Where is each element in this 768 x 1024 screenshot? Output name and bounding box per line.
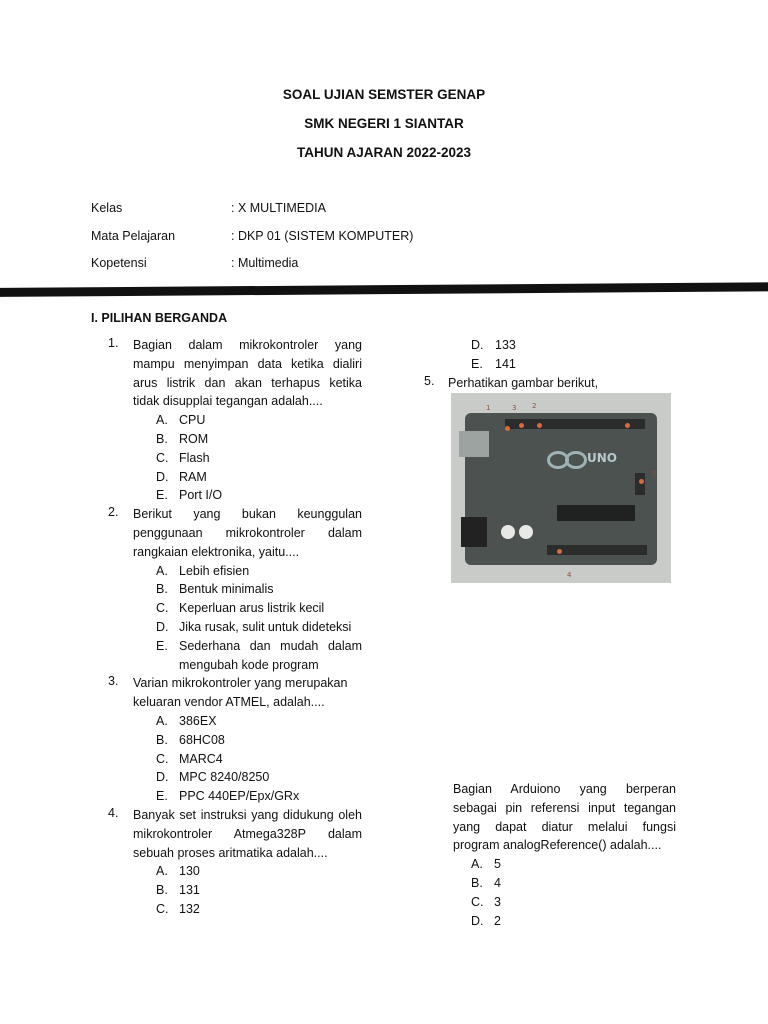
option-c[interactable] bbox=[108, 449, 362, 468]
option-text: 68HC08 bbox=[179, 732, 225, 747]
callout-label: 4 bbox=[567, 571, 572, 579]
info-row-mata-pelajaran bbox=[91, 229, 591, 247]
arduino-board bbox=[465, 413, 657, 565]
option-text: 131 bbox=[179, 883, 200, 898]
section-title: I. PILIHAN BERGANDA bbox=[91, 311, 228, 325]
option-e[interactable] bbox=[108, 486, 362, 505]
option-text: 5 bbox=[494, 857, 501, 872]
option-a[interactable] bbox=[108, 562, 362, 581]
option-text: 130 bbox=[179, 864, 200, 879]
option-c[interactable] bbox=[108, 750, 362, 769]
marker-dot bbox=[537, 423, 542, 428]
option-letter: C. bbox=[156, 450, 169, 465]
question-text: Varian mikrokontroler yang merupakan keluaran vendor ATMEL, adalah.... bbox=[133, 676, 348, 710]
callout-label: 2 bbox=[532, 402, 537, 410]
arduino-uno-photo bbox=[451, 393, 671, 583]
option-letter: A. bbox=[156, 413, 168, 428]
option-letter: A. bbox=[471, 857, 483, 872]
info-row-kopetensi bbox=[91, 256, 591, 274]
option-text: 2 bbox=[494, 913, 501, 928]
option-c[interactable] bbox=[453, 893, 676, 912]
option-text: 133 bbox=[495, 338, 516, 352]
option-text: Keperluan arus listrik kecil bbox=[179, 601, 325, 616]
option-letter: C. bbox=[156, 751, 169, 766]
question-2 bbox=[108, 505, 362, 674]
option-text: ROM bbox=[179, 431, 209, 446]
option-c[interactable] bbox=[108, 900, 362, 919]
chip bbox=[557, 505, 635, 521]
callout-label: 1 bbox=[486, 404, 491, 412]
option-letter: B. bbox=[156, 582, 168, 597]
option-list bbox=[424, 336, 684, 374]
academic-year: TAHUN AJARAN 2022-2023 bbox=[296, 145, 472, 160]
option-text: 4 bbox=[494, 875, 501, 890]
option-d[interactable] bbox=[108, 618, 362, 637]
option-letter: B. bbox=[156, 431, 168, 446]
option-text: Sederhana dan mudah dalam mengubah kode program bbox=[179, 638, 362, 672]
option-d[interactable] bbox=[453, 912, 676, 931]
question-5-continued bbox=[453, 780, 676, 930]
info-label: Kelas bbox=[91, 201, 123, 215]
option-letter: E. bbox=[156, 789, 168, 804]
option-text: 3 bbox=[494, 894, 501, 909]
info-value: : Multimedia bbox=[231, 256, 299, 270]
option-letter: D. bbox=[471, 338, 484, 352]
marker-dot bbox=[639, 479, 644, 484]
option-letter: C. bbox=[156, 901, 169, 916]
question-number: 3. bbox=[108, 674, 119, 689]
option-text: Flash bbox=[179, 450, 210, 465]
marker-dot bbox=[505, 426, 510, 431]
option-letter: C. bbox=[471, 894, 484, 909]
callout-label: 3 bbox=[512, 404, 517, 412]
option-d[interactable] bbox=[424, 336, 684, 355]
option-list bbox=[453, 855, 676, 930]
info-row-kelas bbox=[91, 201, 591, 219]
option-a[interactable] bbox=[108, 411, 362, 430]
option-letter: D. bbox=[156, 469, 169, 484]
option-b[interactable] bbox=[453, 874, 676, 893]
option-text: Jika rusak, sulit untuk dideteksi bbox=[179, 619, 352, 634]
board-label: UNO bbox=[587, 451, 617, 465]
question-text: Perhatikan gambar berikut, bbox=[448, 375, 599, 390]
option-c[interactable] bbox=[108, 599, 362, 618]
option-e[interactable] bbox=[108, 787, 362, 806]
option-text: 132 bbox=[179, 901, 200, 916]
option-b[interactable] bbox=[108, 881, 362, 900]
exam-title: SOAL UJIAN SEMSTER GENAP bbox=[282, 87, 486, 102]
header-divider bbox=[0, 282, 768, 297]
icsp-header bbox=[635, 473, 645, 495]
question-text: Bagian Arduiono yang berperan sebagai pin referensi input tegangan yang dapat diatur melalui fungsi program analogReference() adalah.... bbox=[453, 782, 676, 853]
capacitor-2 bbox=[519, 525, 533, 539]
option-text: CPU bbox=[179, 413, 206, 428]
question-1 bbox=[108, 336, 362, 505]
question-4 bbox=[108, 806, 362, 919]
marker-dot bbox=[625, 423, 630, 428]
right-column-q4-continued bbox=[424, 336, 684, 392]
capacitor-1 bbox=[501, 525, 515, 539]
option-list bbox=[108, 411, 362, 505]
usb-jack bbox=[459, 431, 489, 457]
option-list bbox=[108, 562, 362, 675]
info-value: : X MULTIMEDIA bbox=[231, 201, 326, 215]
option-letter: B. bbox=[471, 875, 483, 890]
power-jack bbox=[461, 517, 487, 547]
question-5 bbox=[424, 374, 684, 393]
option-text: MARC4 bbox=[179, 751, 223, 766]
option-letter: E. bbox=[156, 638, 168, 653]
option-letter: A. bbox=[156, 864, 168, 879]
question-text: Berikut yang bukan keunggulan penggunaan mikrokontroler dalam rangkaian elektronika, yaitu.... bbox=[133, 507, 362, 559]
option-letter: E. bbox=[156, 488, 168, 503]
left-column bbox=[108, 336, 362, 919]
option-b[interactable] bbox=[108, 430, 362, 449]
question-text: Banyak set instruksi yang didukung oleh mikrokontroler Atmega328P dalam sebuah proses aritmatika adalah.... bbox=[133, 807, 362, 860]
question-number: 1. bbox=[108, 336, 119, 350]
option-letter: D. bbox=[156, 770, 169, 785]
option-letter: A. bbox=[156, 563, 168, 578]
option-letter: B. bbox=[156, 883, 168, 898]
option-text: 386EX bbox=[179, 713, 217, 728]
school-name: SMK NEGERI 1 SIANTAR bbox=[304, 116, 464, 131]
marker-dot bbox=[557, 549, 562, 554]
option-text: PPC 440EP/Epx/GRx bbox=[179, 789, 300, 804]
option-text: Bentuk minimalis bbox=[179, 582, 274, 597]
option-letter: D. bbox=[156, 619, 169, 634]
question-3 bbox=[108, 674, 362, 806]
option-letter: D. bbox=[471, 913, 484, 928]
digital-header bbox=[505, 419, 645, 429]
option-d[interactable] bbox=[108, 768, 362, 787]
option-a[interactable] bbox=[453, 855, 676, 874]
option-list bbox=[108, 712, 362, 806]
option-letter: A. bbox=[156, 713, 168, 728]
option-text: 141 bbox=[495, 356, 516, 371]
question-number: 4. bbox=[108, 805, 119, 820]
info-label: Kopetensi bbox=[91, 256, 147, 270]
option-e[interactable] bbox=[108, 637, 362, 675]
option-b[interactable] bbox=[108, 580, 362, 599]
info-value: : DKP 01 (SISTEM KOMPUTER) bbox=[231, 229, 414, 243]
option-d[interactable] bbox=[108, 468, 362, 487]
question-number: 2. bbox=[108, 505, 119, 520]
option-text: Port I/O bbox=[179, 488, 223, 503]
option-a[interactable] bbox=[108, 712, 362, 731]
option-a[interactable] bbox=[108, 862, 362, 881]
option-b[interactable] bbox=[108, 731, 362, 750]
analog-header bbox=[547, 545, 647, 555]
info-label: Mata Pelajaran bbox=[91, 229, 176, 243]
option-letter: C. bbox=[156, 601, 169, 616]
question-text: Bagian dalam mikrokontroler yang mampu menyimpan data ketika dialiri arus listrik dan akan terhapus ketika tidak disupplai tegangan adalah.... bbox=[133, 338, 362, 409]
question-number: 5. bbox=[424, 373, 435, 388]
option-letter: E. bbox=[471, 356, 483, 371]
callout-label: 5 bbox=[652, 470, 657, 478]
option-list bbox=[108, 862, 362, 918]
option-text: RAM bbox=[179, 469, 207, 484]
option-letter: B. bbox=[156, 732, 168, 747]
option-text: MPC 8240/8250 bbox=[179, 770, 270, 785]
option-e[interactable] bbox=[424, 355, 684, 374]
option-text: Lebih efisien bbox=[179, 563, 250, 578]
logo-ring-right bbox=[565, 451, 587, 469]
marker-dot bbox=[519, 423, 524, 428]
